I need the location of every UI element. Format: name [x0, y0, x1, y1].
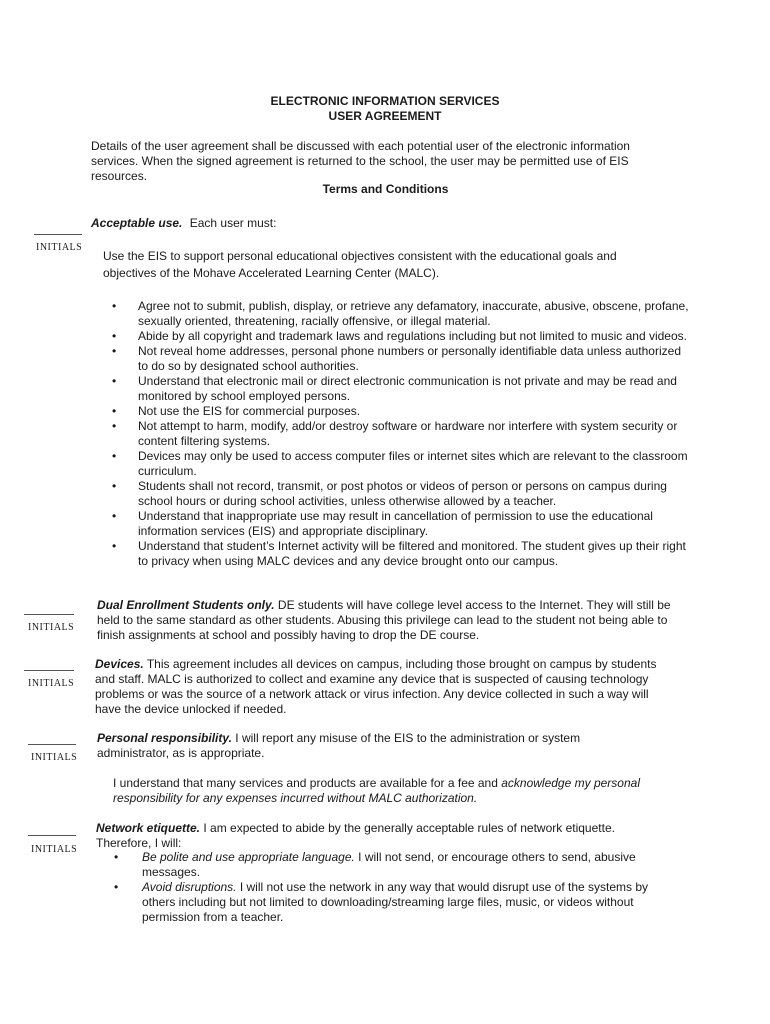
bullet-icon: •: [112, 299, 117, 313]
initials-label: INITIALS: [28, 622, 75, 633]
fee-acknowledgement: [113, 776, 673, 806]
bullet-icon: •: [112, 329, 117, 343]
devices-paragraph: [95, 657, 670, 717]
initials-label: INITIALS: [28, 678, 75, 689]
initials-label: INITIALS: [31, 844, 78, 855]
bullet-icon: •: [114, 850, 119, 864]
acceptable-use-heading-row: [91, 216, 691, 230]
dual-enrollment-text: DE students will have college level access to the Internet. They will still be held to the same standard as other students. Abusing this privilege can lead to the student not being able to finish assignments at school and possibly having to drop the DE course.: [97, 598, 671, 642]
devices-text: This agreement includes all devices on campus, including those brought on campus by students and staff. MALC is authorized to collect and examine any device that is suspected of causing technology problems or was the source of a network attack or virus infection. Any device collected in such a way will have the device unlocked if needed.: [95, 657, 657, 716]
dual-enrollment-heading: Dual Enrollment Students only.: [97, 598, 275, 612]
bullet-icon: •: [112, 404, 117, 418]
initials-label: INITIALS: [31, 752, 78, 763]
network-etiquette-paragraph: [96, 821, 656, 851]
intro-paragraph: Details of the user agreement shall be discussed with each potential user of the electronic information services. When the signed agreement is returned to the school, the user may be permitted use of EIS resources.: [91, 139, 630, 183]
dual-enrollment-paragraph: [97, 598, 675, 643]
network-etiquette-heading: Network etiquette.: [96, 821, 201, 835]
list-item: • Be polite and use appropriate language. I will not send, or encourage others to send, abusive messages.: [114, 850, 636, 879]
list-item: • Understand that inappropriate use may result in cancellation of permission to use the educational information services (EIS) and appropriate disciplinary.: [112, 509, 653, 538]
network-etiquette-text: I am expected to abide by the generally acceptable rules of network etiquette. Therefore, I will:: [96, 821, 615, 850]
initials-signature-line[interactable]: [28, 744, 76, 745]
devices-heading: Devices.: [95, 657, 144, 671]
list-item: • Students shall not record, transmit, or post photos or videos of person or persons on campus during school hours or during school activities, unless otherwise allowed by a teacher.: [112, 479, 667, 508]
bullet-icon: •: [112, 419, 117, 433]
bullet-icon: •: [112, 479, 117, 493]
list-item: • Not use the EIS for commercial purposes.: [112, 404, 361, 418]
list-item: • Abide by all copyright and trademark laws and regulations including but not limited to music and videos.: [112, 329, 687, 343]
bullet-icon: •: [112, 539, 117, 553]
acceptable-use-lead: Each user must:: [189, 216, 277, 230]
list-item: • Understand that student’s Internet activity will be filtered and monitored. The student gives up their right to privacy when using MALC devices and any device brought onto our campus.: [112, 539, 686, 568]
bullet-icon: •: [112, 449, 117, 463]
initials-signature-line[interactable]: [24, 614, 74, 615]
bullet-icon: •: [112, 509, 117, 523]
personal-responsibility-paragraph: [97, 731, 627, 761]
bullet-icon: •: [112, 344, 117, 358]
acceptable-use-heading: Acceptable use.: [91, 216, 183, 230]
list-item: • Not reveal home addresses, personal phone numbers or personally identifiable data unless authorized to do so by designated school authorities.: [112, 344, 681, 373]
list-item: • Agree not to submit, publish, display, or retrieve any defamatory, inaccurate, abusive, obscene, profane, sexually oriented, threatening, racially offensive, or illegal material.: [112, 299, 689, 328]
document-title: [0, 94, 770, 124]
acceptable-use-list: [112, 299, 692, 569]
bullet-icon: •: [112, 374, 117, 388]
acceptable-use-statement: Use the EIS to support personal educational objectives consistent with the educational goals and objectives of the Mohave Accelerated Learning Center (MALC).: [103, 249, 617, 280]
initials-label: INITIALS: [36, 242, 83, 253]
title-line-1: ELECTRONIC INFORMATION SERVICES: [270, 94, 500, 108]
list-item: • Devices may only be used to access computer files or internet sites which are relevant to the classroom curriculum.: [112, 449, 688, 478]
fee-acknowledgement-text: I understand that many services and products are available for a fee and: [113, 776, 502, 790]
terms-heading: Terms and Conditions: [322, 182, 449, 196]
personal-responsibility-heading: Personal responsibility.: [97, 731, 232, 745]
list-item: • Not attempt to harm, modify, add/or destroy software or hardware nor interfere with system security or content filtering systems.: [112, 419, 678, 448]
fee-acknowledgement-italic: acknowledge my personal responsibility for any expenses incurred without MALC authorization.: [113, 776, 640, 805]
personal-responsibility-text: I will report any misuse of the EIS to the administration or system administrator, as is appropriate.: [97, 731, 581, 760]
initials-signature-line[interactable]: [34, 234, 82, 235]
initials-signature-line[interactable]: [24, 670, 74, 671]
list-item: • Understand that electronic mail or direct electronic communication is not private and may be read and monitored by school employed persons.: [112, 374, 677, 403]
list-item: • Avoid disruptions. I will not use the network in any way that would disrupt use of the systems by others including but not limited to downloading/streaming large files, music, or videos without permission from a teacher.: [114, 880, 649, 924]
title-line-2: USER AGREEMENT: [328, 109, 442, 123]
bullet-icon: •: [114, 880, 119, 894]
network-etiquette-list: [114, 850, 684, 925]
initials-signature-line[interactable]: [28, 835, 76, 836]
